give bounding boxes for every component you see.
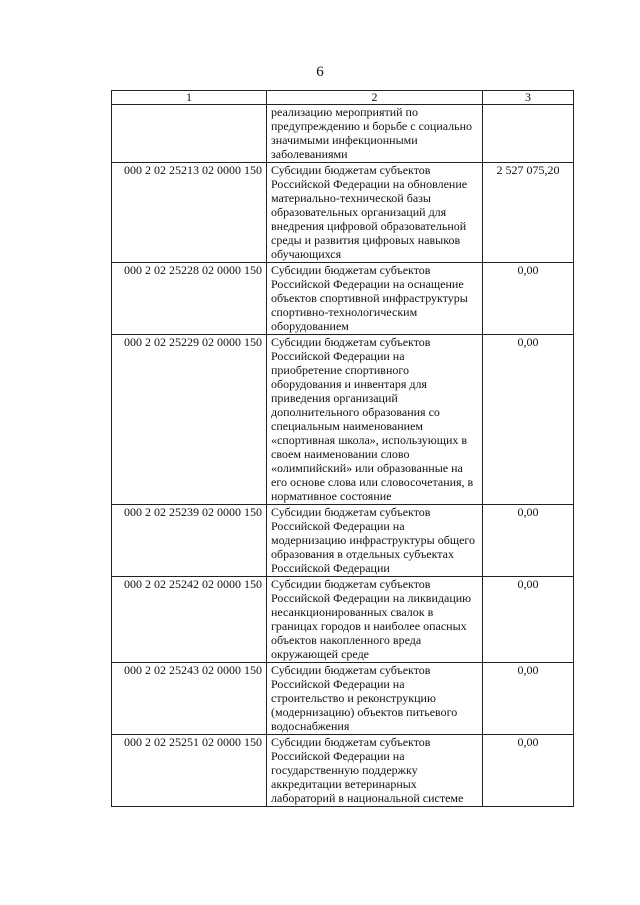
row-code: 000 2 02 25239 02 0000 150 bbox=[112, 505, 267, 577]
column-header-1: 1 bbox=[112, 91, 267, 105]
row-description: Субсидии бюджетам субъектов Российской Федерации на оснащение объектов спортивной инфраструктуры спортивно-технологическим оборудованием bbox=[267, 263, 483, 335]
table-row bbox=[112, 735, 574, 807]
row-code: 000 2 02 25243 02 0000 150 bbox=[112, 663, 267, 735]
row-description: Субсидии бюджетам субъектов Российской Федерации на модернизацию инфраструктуры общего образования в отдельных субъектах Российской Федерации bbox=[267, 505, 483, 577]
row-description: Субсидии бюджетам субъектов Российской Федерации на ликвидацию несанкционированных свалок в границах городов и наиболее опасных объектов накопленного вреда окружающей среде bbox=[267, 577, 483, 663]
table-row bbox=[112, 163, 574, 263]
row-description: Субсидии бюджетам субъектов Российской Федерации на обновление материально-технической базы образовательных организаций для внедрения цифровой образовательной среды и развития цифровых навыков обучающихся bbox=[267, 163, 483, 263]
column-header-2: 2 bbox=[267, 91, 483, 105]
header-row bbox=[112, 91, 574, 105]
budget-table bbox=[111, 90, 574, 807]
row-amount bbox=[483, 105, 574, 163]
row-description: реализацию мероприятий по предупреждению и борьбе с социально значимыми инфекционными заболеваниями bbox=[267, 105, 483, 163]
row-amount: 0,00 bbox=[483, 263, 574, 335]
row-amount: 0,00 bbox=[483, 335, 574, 505]
row-description: Субсидии бюджетам субъектов Российской Федерации на государственную поддержку аккредитации ветеринарных лабораторий в национальной системе bbox=[267, 735, 483, 807]
row-code: 000 2 02 25229 02 0000 150 bbox=[112, 335, 267, 505]
row-code: 000 2 02 25242 02 0000 150 bbox=[112, 577, 267, 663]
table-row bbox=[112, 505, 574, 577]
row-code: 000 2 02 25213 02 0000 150 bbox=[112, 163, 267, 263]
row-amount: 2 527 075,20 bbox=[483, 163, 574, 263]
row-description: Субсидии бюджетам субъектов Российской Федерации на строительство и реконструкцию (модернизацию) объектов питьевого водоснабжения bbox=[267, 663, 483, 735]
table-row bbox=[112, 577, 574, 663]
table-row bbox=[112, 263, 574, 335]
table-row bbox=[112, 105, 574, 163]
row-code: 000 2 02 25251 02 0000 150 bbox=[112, 735, 267, 807]
row-amount: 0,00 bbox=[483, 735, 574, 807]
row-amount: 0,00 bbox=[483, 577, 574, 663]
row-code bbox=[112, 105, 267, 163]
row-amount: 0,00 bbox=[483, 505, 574, 577]
row-description: Субсидии бюджетам субъектов Российской Федерации на приобретение спортивного оборудования и инвентаря для приведения организаций дополнительного образования со специальным наименованием «спортивная школа», использующих в своем наименовании слово «олимпийский» или образованные на его основе слова или словосочетания, в нормативное состояние bbox=[267, 335, 483, 505]
table-row bbox=[112, 335, 574, 505]
row-amount: 0,00 bbox=[483, 663, 574, 735]
page-number: 6 bbox=[316, 64, 324, 80]
table-row bbox=[112, 663, 574, 735]
column-header-3: 3 bbox=[483, 91, 574, 105]
row-code: 000 2 02 25228 02 0000 150 bbox=[112, 263, 267, 335]
